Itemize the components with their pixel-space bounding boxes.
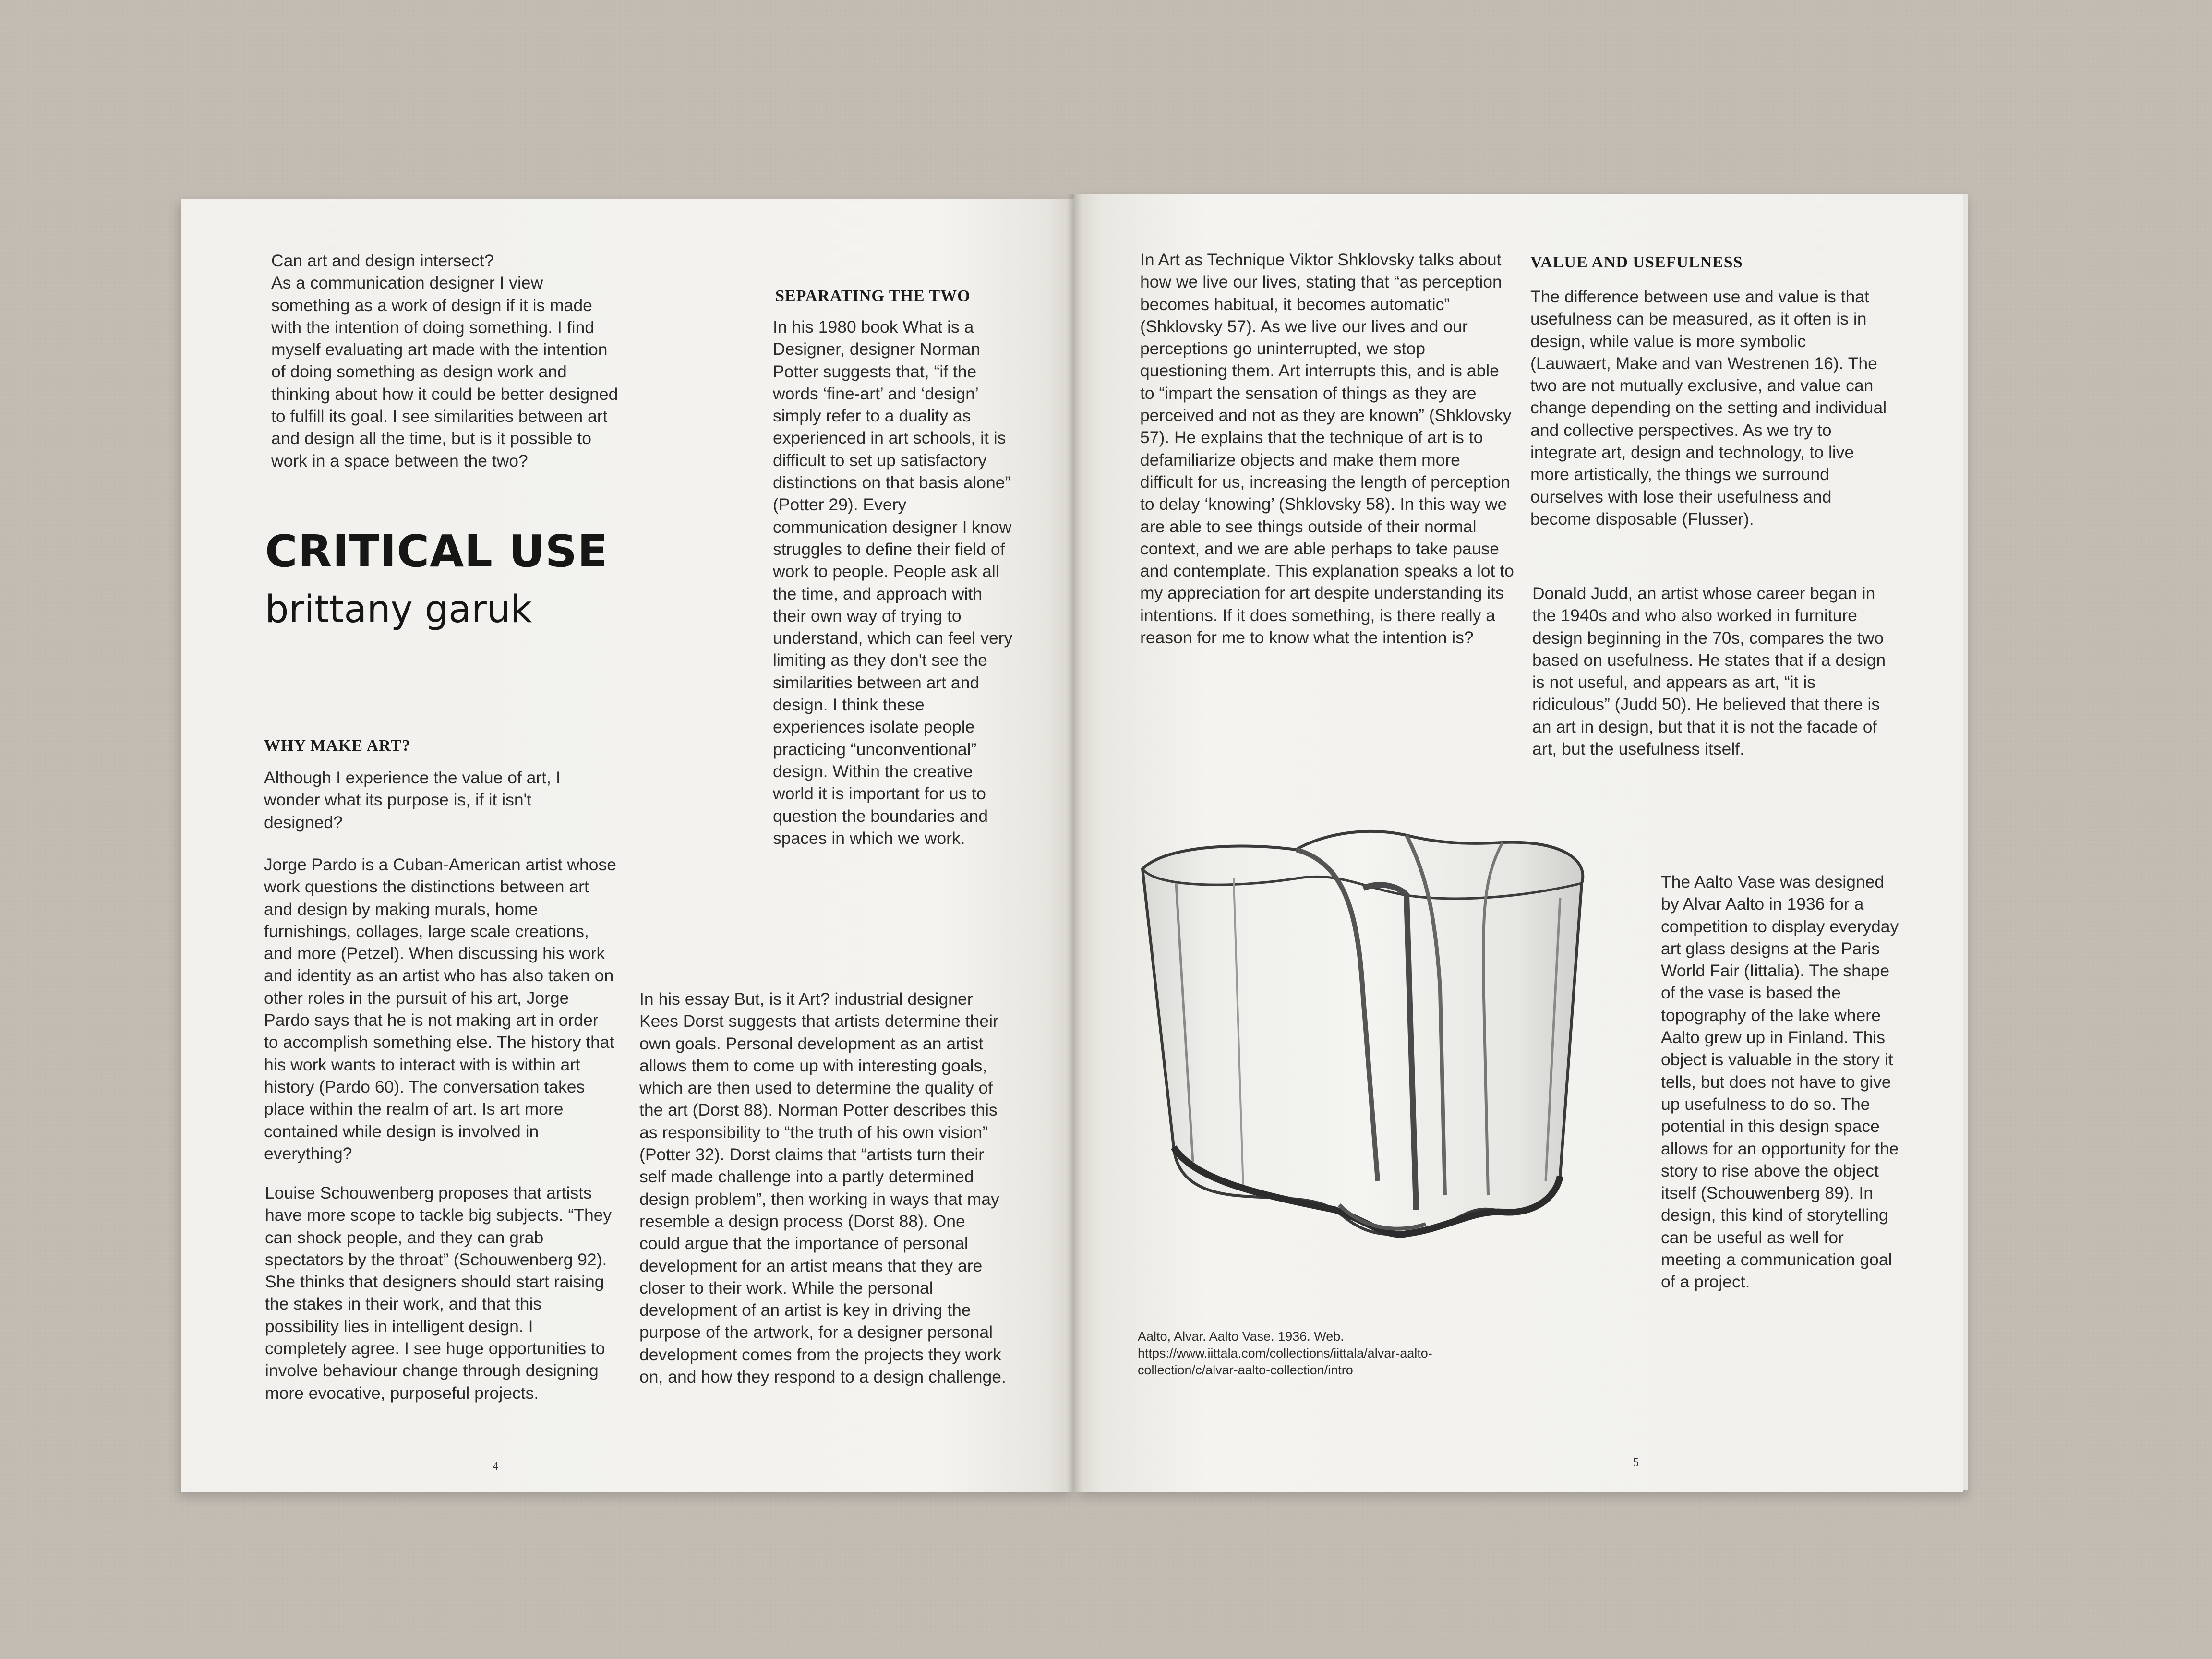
shklovsky-paragraph: In Art as Technique Viktor Shklovsky talks about how we live our lives, stating that “as perception becomes habitual, it becomes automatic” (Shklovsky 57). As we live our lives and our perceptions go uninterrupted, we stop questioning them. Art interrupts this, and is able to “impart the sensation of things as they are perceived and not as they are known” (Shklovsky 57). He explains that the technique of art is to defamiliarize objects and make them more difficult for us, increasing the length of perception to delay ‘knowing’ (Shklovsky 58). In this way we are able to see things outside of their normal context, and we are able perhaps to take pause and contemplate. This explanation speaks a lot to my appreciation for art despite understanding its intentions. If it does something, is there really a reason for me to know what the intention is? (1140, 250, 1514, 648)
heading-why-make-art: WHY MAKE ART? (264, 737, 411, 755)
aalto-vase-photo (1138, 816, 1589, 1267)
pardo-paragraph: Jorge Pardo is a Cuban-American artist whose work questions the distinctions between art and design by making murals, home furnishings, collages, large scale creations, and more (Petzel). When discussing his work and identity as an artist who has also taken on other roles in the pursuit of his art, Jorge Pardo says that he is not making art in order to accomplish something else. The history that his work wants to interact with is within art history (Pardo 60). The conversation takes place within the realm of art. Is art more contained while design is involved in everything? (264, 855, 617, 1163)
article-author: brittany garuk (265, 588, 532, 631)
schouwenberg-paragraph: Louise Schouwenberg proposes that artists have more scope to tackle big subjects. “They can shock people, and they can grab spectators by the throat” (Schouwenberg 92). She thinks that designers should start raising the stakes in their work, and that this possibility lies in intelligent design. I completely agree. I see huge opportunities to involve behaviour change through designing more evocative, purposeful projects. (265, 1183, 612, 1403)
image-caption: Aalto, Alvar. Aalto Vase. 1936. Web. https://www.iittala.com/collections/iittala/alvar-aalto-collection/c/alvar-aalto-collection/intro (1138, 1329, 1432, 1377)
value-paragraph: The difference between use and value is that usefulness can be measured, as it often is in design, while value is more symbolic (Lauwaert, Make and van Westrenen 16). The two are not mutually exclusive, and value can change depending on the setting and individual and collective perspectives. As we try to integrate art, design and technology, to live more artistically, the things we surround ourselves with lose their usefulness and become disposable (Flusser). (1530, 287, 1887, 529)
heading-separating-the-two: SEPARATING THE TWO (775, 287, 971, 305)
judd-paragraph: Donald Judd, an artist whose career began in the 1940s and who also worked in furniture design beginning in the 70s, compares the two based on usefulness. He states that if a design is not useful, and appears as art, “it is ridiculous” (Judd 50). He believed that there is an art in design, but that it is not the facade of art, but the usefulness itself. (1532, 584, 1886, 759)
page-number-right: 5 (1633, 1456, 1639, 1469)
vase-illustration (1138, 816, 1589, 1267)
dorst-paragraph: In his essay But, is it Art? industrial designer Kees Dorst suggests that artists determine their own goals. Personal development as an artist allows them to come up with interesting goals, which are then used to determine the quality of the art (Dorst 88). Norman Potter describes this as responsibility to “the truth of his own vision” (Potter 32). Dorst claims that “artists turn their self made challenge into a partly determined design problem”, then working in ways that may resemble a design process (Dorst 88). One could argue that the importance of personal development for an artist means that they are closer to their work. While the personal development of an artist is key in driving the purpose of the artwork, for a designer personal development comes from the projects they work on, and how they respond to a design challenge. (639, 989, 1006, 1387)
heading-value-and-usefulness: VALUE AND USEFULNESS (1530, 253, 1743, 271)
page-number-left: 4 (493, 1460, 498, 1473)
aalto-paragraph: The Aalto Vase was designed by Alvar Aalto in 1936 for a competition to display everyday art glass designs at the Paris World Fair (Iittalia). The shape of the vase is based the topography of the lake where Aalto grew up in Finland. This object is valuable in the story it tells, but does not have to give up usefulness to do so. The potential in this design space allows for an opportunity for the story to rise above the object itself (Schouwenberg 89). In design, this kind of storytelling can be useful as well for meeting a communication goal of a project. (1661, 872, 1899, 1292)
why-make-art-text: Although I experience the value of art, I wonder what its purpose is, if it isn't designed? (264, 768, 561, 832)
page-edge (1963, 194, 1968, 1490)
separating-paragraph: In his 1980 book What is a Designer, designer Norman Potter suggests that, “if the words ‘fine-art’ and ‘design’ simply refer to a duality as experienced in art schools, it is difficult to set up satisfactory distinctions on that basis alone” (Potter 29). Every communication designer I know struggles to define their field of work to people. People ask all the time, and approach with their own way of trying to understand, which can feel very limiting as they don't see the similarities between art and design. I think these experiences isolate people practicing “unconventional” design. Within the creative world it is important for us to question the boundaries and spaces in which we work. (773, 317, 1013, 848)
intro-text: Can art and design intersect? As a communication designer I view something as a work of design if it is made with the intention of doing something. I find myself evaluating art made with the intention of doing something as design work and thinking about how it could be better designed to fulfill its goal. I see similarities between art and design all the time, but is it possible to work in a space between the two? (271, 251, 618, 470)
book-spine-shadow (1067, 194, 1082, 1492)
article-title: CRITICAL USE (265, 526, 608, 577)
